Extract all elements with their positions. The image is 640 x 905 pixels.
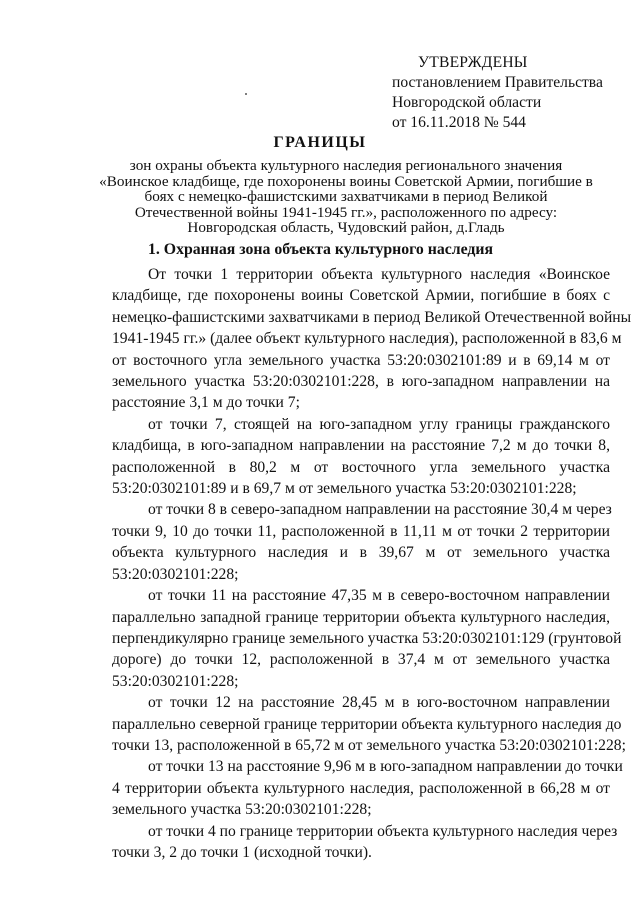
approval-title: УТВЕРЖДЕНЫ — [418, 54, 528, 71]
paragraph-line: точки 3, 2 до точки 1 (исходной точки). — [112, 843, 372, 861]
approval-line: постановлением Правительства — [392, 74, 603, 91]
approval-block — [392, 53, 632, 133]
section-title: 1. Охранная зона объекта культурного наследия — [148, 241, 494, 258]
paragraph-line: точки 13, расположенной в 65,72 м от земельного участка 53:20:0302101:228; — [112, 736, 626, 754]
document-heading: ГРАНИЦЫ — [273, 134, 367, 151]
paragraph-line: от точки 13 на расстояние 9,96 м в юго-западном направлении до точки — [148, 758, 623, 776]
paragraph-line: 1941-1945 гг.» (далее объект культурного наследия), расположенной в 83,6 м — [112, 330, 622, 348]
paragraph-line: от точки 12 на расстояние 28,45 м в юго-восточном направлении — [148, 694, 610, 712]
subheading-line: Новгородская область, Чудовский район, д.Гладь — [187, 219, 505, 237]
paragraph — [112, 414, 610, 500]
paragraph — [112, 821, 618, 864]
paragraph-line: точки 9, 10 до точки 11, расположенной в 11,11 м от точки 2 территории — [112, 522, 610, 540]
subheading-line: зон охраны объекта культурного наследия регионального значения — [129, 157, 563, 174]
subheading-line: боях с немецко-фашистскими захватчиками в период Великой — [144, 188, 548, 206]
paragraph-line: 4 территории объекта культурного наследия, расположенной в 66,28 м от — [112, 779, 610, 797]
paragraph — [112, 585, 622, 692]
approval-line: от 16.11.2018 № 544 — [392, 114, 526, 131]
paragraph-line: от точки 4 по границе территории объекта культурного наследия через — [148, 822, 618, 840]
paragraph-line: земельного участка 53:20:0302101:228; — [112, 801, 372, 819]
paragraph-line: 53:20:0302101:228; — [112, 672, 239, 690]
document-subheading — [96, 158, 596, 236]
subheading-line: Отечественной войны 1941-1945 гг.», расположенного по адресу: — [134, 203, 558, 221]
paragraph-line: параллельно северной границе территории объекта культурного наследия до — [112, 715, 622, 733]
paragraph — [112, 692, 626, 756]
paragraph-line: земельного участка 53:20:0302101:228, в юго-западном направлении на — [112, 373, 610, 391]
scan-speck — [245, 93, 247, 95]
paragraph-line: расположенной в 80,2 м от восточного угла земельного участка — [112, 458, 610, 476]
approval-line: Новгородской области — [392, 94, 542, 111]
paragraph-line: немецко-фашистскими захватчиками в период Великой Отечественной войны — [112, 308, 632, 326]
paragraph-line: перпендикулярно границе земельного участка 53:20:0302101:129 (грунтовой — [112, 629, 622, 647]
paragraph-line: расстояние 3,1 м до точки 7; — [112, 394, 300, 412]
body-text — [112, 264, 632, 863]
paragraph-line: от восточного угла земельного участка 53:20:0302101:89 и в 69,14 м от — [112, 351, 610, 369]
paragraph — [112, 756, 623, 820]
paragraph-line: объекта культурного наследия и в 39,67 м от земельного участка — [112, 544, 610, 562]
subheading-line: «Воинское кладбище, где похоронены воины Советской Армии, погибшие в — [99, 172, 593, 190]
paragraph — [112, 264, 632, 414]
paragraph-line: 53:20:0302101:89 и в 69,7 м от земельного участка 53:20:0302101:228; — [112, 480, 577, 498]
paragraph-line: кладбища, в юго-западном направлении на расстояние 7,2 м до точки 8, — [112, 437, 610, 455]
paragraph — [112, 499, 610, 585]
paragraph-line: кладбище, где похоронены воины Советской Армии, погибшие в боях с — [112, 287, 610, 305]
paragraph-line: от точки 8 в северо-западном направлении на расстояние 30,4 м через — [148, 501, 612, 519]
paragraph-line: От точки 1 территории объекта культурного наследия «Воинское — [148, 266, 610, 283]
paragraph-line: 53:20:0302101:228; — [112, 565, 239, 583]
paragraph-line: от точки 7, стоящей на юго-западном углу границы гражданского — [148, 415, 610, 433]
paragraph-line: дороге) до точки 12, расположенной в 37,4 м от земельного участка — [112, 651, 610, 669]
paragraph-line: от точки 11 на расстояние 47,35 м в северо-восточном направлении — [148, 587, 610, 605]
paragraph-line: параллельно западной границе территории объекта культурного наследия, — [112, 608, 610, 626]
